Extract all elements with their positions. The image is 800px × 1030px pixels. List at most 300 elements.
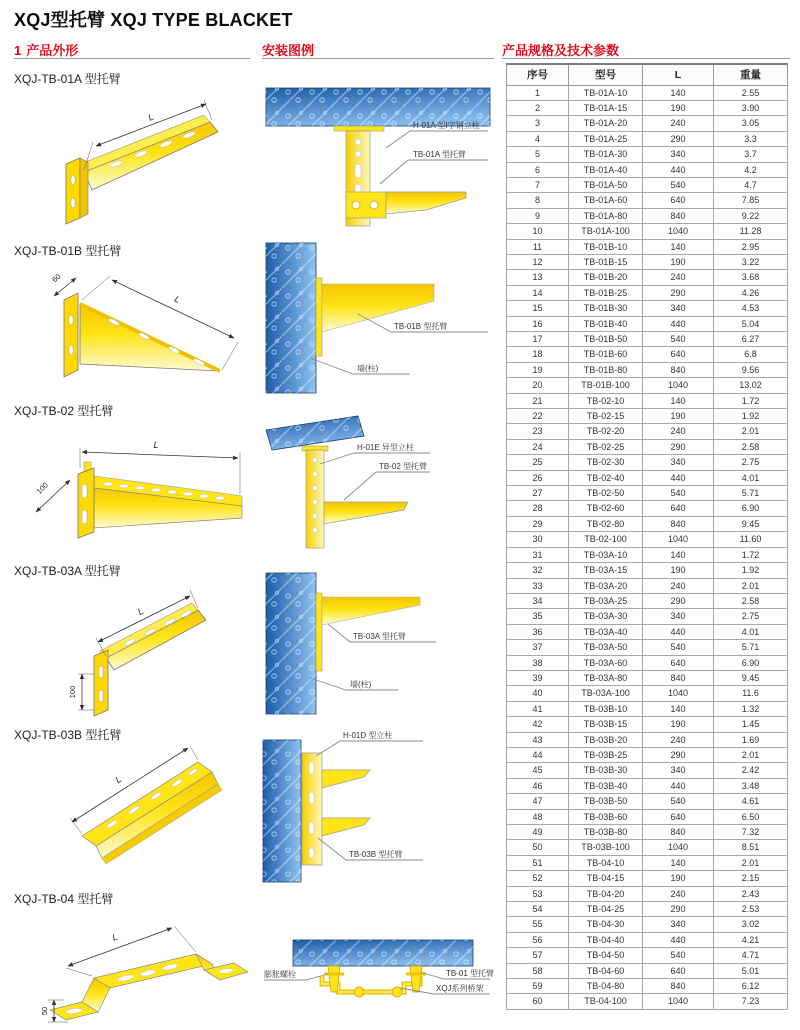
cell-weight: 3.22 [714,254,788,269]
cell-weight: 5.71 [714,640,788,655]
table-row [507,686,788,701]
cell-length: 340 [643,609,714,624]
cell-model: TB-01B-25 [569,285,643,300]
cell-weight: 6.27 [714,332,788,347]
divider [262,58,494,59]
cell-length: 290 [643,131,714,146]
cell-index: 26 [507,470,569,485]
callout-label: 墙(柱) [357,364,379,373]
cell-index: 12 [507,254,569,269]
cell-weight: 3.3 [714,131,788,146]
table-row [507,516,788,531]
cell-length: 340 [643,917,714,932]
cell-weight: 4.7 [714,177,788,192]
table-row [507,609,788,624]
dim-label: 50 [40,1006,49,1016]
cell-index: 38 [507,655,569,670]
install-diagram-tb02 [258,412,496,554]
cell-weight: 5.04 [714,316,788,331]
cell-model: TB-01A-100 [569,224,643,239]
cell-weight: 3.7 [714,147,788,162]
cell-index: 10 [507,224,569,239]
cell-index: 17 [507,332,569,347]
cell-weight: 1.72 [714,393,788,408]
col-header-length: L [643,64,714,85]
cell-model: TB-01B-20 [569,270,643,285]
cell-weight: 6.90 [714,501,788,516]
table-row [507,208,788,223]
cell-model: TB-03A-15 [569,563,643,578]
cell-length: 440 [643,470,714,485]
cell-index: 34 [507,593,569,608]
callout-label: 膨胀螺栓 [264,970,296,979]
cell-weight: 1.32 [714,701,788,716]
cell-weight: 13.02 [714,378,788,393]
cell-weight: 7.23 [714,994,788,1009]
cell-weight: 9.45 [714,516,788,531]
cell-length: 540 [643,177,714,192]
dim-label: 60 [50,271,63,285]
spec-table-body [507,85,788,1009]
cell-length: 190 [643,409,714,424]
cell-weight: 2.15 [714,871,788,886]
dim-label: L [153,440,159,450]
cell-model: TB-01B-80 [569,362,643,377]
cell-model: TB-01B-100 [569,378,643,393]
install-diagram-tb04 [258,922,496,1028]
cell-model: TB-01A-40 [569,162,643,177]
cell-weight: 1.92 [714,563,788,578]
cell-model: TB-03A-30 [569,609,643,624]
dim-label: 100 [68,685,77,699]
cell-index: 51 [507,855,569,870]
cell-weight: 11.60 [714,532,788,547]
cell-model: TB-01B-40 [569,316,643,331]
cell-index: 60 [507,994,569,1009]
cell-weight: 2.01 [714,424,788,439]
cell-weight: 2.01 [714,578,788,593]
cell-weight: 11.6 [714,686,788,701]
cell-model: TB-03B-30 [569,763,643,778]
cell-index: 59 [507,979,569,994]
callout-label: H-01E 异型立柱 [357,443,414,452]
cell-index: 57 [507,948,569,963]
cell-model: TB-03A-100 [569,686,643,701]
page-title: XQJ型托臂 XQJ TYPE BLACKET [14,10,293,30]
cell-index: 43 [507,732,569,747]
cell-index: 52 [507,871,569,886]
cell-index: 44 [507,747,569,762]
cell-index: 56 [507,932,569,947]
table-row [507,547,788,562]
cell-model: TB-03A-10 [569,547,643,562]
cell-model: TB-03B-80 [569,825,643,840]
cell-length: 1040 [643,994,714,1009]
table-row [507,578,788,593]
cell-length: 340 [643,763,714,778]
cell-model: TB-01B-15 [569,254,643,269]
cell-length: 240 [643,732,714,747]
cell-weight: 2.75 [714,609,788,624]
table-row [507,177,788,192]
table-row [507,131,788,146]
cell-weight: 6.90 [714,655,788,670]
cell-model: TB-03B-10 [569,701,643,716]
cell-length: 640 [643,193,714,208]
dim-label: L [113,773,124,786]
cell-index: 3 [507,116,569,131]
cell-index: 1 [507,85,569,100]
cell-length: 290 [643,902,714,917]
cell-model: TB-03A-25 [569,593,643,608]
install-diagram-tb01a [258,84,496,234]
cell-model: TB-04-10 [569,855,643,870]
callout-label: H-01D 型立柱 [343,731,393,740]
cell-length: 840 [643,825,714,840]
table-row [507,902,788,917]
cell-length: 240 [643,116,714,131]
cell-model: TB-03B-50 [569,794,643,809]
dim-label: L [136,605,146,617]
cell-model: TB-04-60 [569,963,643,978]
table-row [507,362,788,377]
table-row [507,840,788,855]
cell-model: TB-04-20 [569,886,643,901]
table-row [507,270,788,285]
cell-index: 32 [507,563,569,578]
cell-length: 840 [643,516,714,531]
cell-index: 11 [507,239,569,254]
table-row [507,100,788,115]
cell-model: TB-01A-50 [569,177,643,192]
cell-length: 440 [643,624,714,639]
drawing-tb02 [14,418,250,558]
cell-index: 58 [507,963,569,978]
cell-index: 7 [507,177,569,192]
cell-length: 840 [643,979,714,994]
table-row [507,871,788,886]
callout-label: TB-01A 型托臂 [413,150,466,159]
drawing-tb04 [14,904,250,1030]
cell-weight: 4.61 [714,794,788,809]
drawing-tb01b [14,258,250,404]
cell-index: 55 [507,917,569,932]
cell-index: 36 [507,624,569,639]
dim-label: L [146,111,156,123]
drawing-tb03b [14,742,250,882]
cell-model: TB-02-80 [569,516,643,531]
cell-index: 27 [507,486,569,501]
cell-length: 240 [643,886,714,901]
cell-weight: 2.55 [714,85,788,100]
cell-length: 640 [643,963,714,978]
table-row [507,640,788,655]
cell-weight: 7.85 [714,193,788,208]
cell-model: TB-04-30 [569,917,643,932]
table-row [507,809,788,824]
table-row [507,193,788,208]
col-header-model: 型号 [569,64,643,85]
cell-model: TB-02-25 [569,439,643,454]
table-row [507,670,788,685]
section-heading-specs [502,40,619,59]
cell-index: 16 [507,316,569,331]
cell-index: 28 [507,501,569,516]
cell-model: TB-04-80 [569,979,643,994]
table-row [507,470,788,485]
cell-model: TB-01A-10 [569,85,643,100]
cell-length: 240 [643,424,714,439]
table-row [507,563,788,578]
install-diagram-tb03a [258,564,496,716]
cell-index: 49 [507,825,569,840]
cell-length: 240 [643,270,714,285]
cell-model: TB-03A-80 [569,670,643,685]
cell-length: 840 [643,208,714,223]
cell-weight: 8.51 [714,840,788,855]
cell-weight: 6.50 [714,809,788,824]
dim-label: 100 [34,480,50,496]
cell-weight: 3.05 [714,116,788,131]
cell-length: 640 [643,655,714,670]
cell-length: 440 [643,316,714,331]
table-row [507,332,788,347]
table-row [507,593,788,608]
cell-index: 53 [507,886,569,901]
callout-label: TB-01B 型托臂 [394,322,448,331]
cell-weight: 1.45 [714,717,788,732]
cell-index: 15 [507,301,569,316]
callout-label: 墙(柱) [350,680,372,689]
cell-model: TB-03B-60 [569,809,643,824]
cell-model: TB-02-50 [569,486,643,501]
cell-model: TB-04-50 [569,948,643,963]
callout-label: XQJ系列桥架 [436,984,484,993]
table-row [507,855,788,870]
cell-model: TB-01B-10 [569,239,643,254]
cell-weight: 4.2 [714,162,788,177]
cell-length: 1040 [643,686,714,701]
cell-model: TB-02-40 [569,470,643,485]
cell-weight: 1.72 [714,547,788,562]
cell-length: 340 [643,147,714,162]
cell-index: 33 [507,578,569,593]
cell-weight: 5.71 [714,486,788,501]
cell-model: TB-01A-30 [569,147,643,162]
table-row [507,948,788,963]
cell-index: 41 [507,701,569,716]
table-row [507,979,788,994]
table-row [507,301,788,316]
cell-index: 9 [507,208,569,223]
table-row [507,732,788,747]
cell-model: TB-02-60 [569,501,643,516]
cell-index: 5 [507,147,569,162]
cell-index: 45 [507,763,569,778]
table-row [507,778,788,793]
cell-index: 18 [507,347,569,362]
table-row [507,162,788,177]
section-heading-text: 产品规格及技术参数 [502,43,620,58]
cell-length: 640 [643,501,714,516]
cell-index: 46 [507,778,569,793]
table-row [507,316,788,331]
cell-weight: 6.12 [714,979,788,994]
product-label-tb04: XQJ-TB-04 型托臂 [14,892,114,906]
divider [502,58,790,59]
cell-weight: 1.92 [714,409,788,424]
table-row [507,285,788,300]
product-label-tb02: XQJ-TB-02 型托臂 [14,404,114,418]
cell-length: 290 [643,285,714,300]
cell-model: TB-04-40 [569,932,643,947]
section-heading-appearance [14,40,78,59]
cell-weight: 9.45 [714,670,788,685]
cell-length: 840 [643,670,714,685]
cell-index: 13 [507,270,569,285]
callout-label: H-01A 型I字钢立柱 [413,121,480,130]
cell-length: 540 [643,948,714,963]
cell-model: TB-02-15 [569,409,643,424]
cell-index: 54 [507,902,569,917]
cell-model: TB-01A-20 [569,116,643,131]
cell-model: TB-03B-40 [569,778,643,793]
cell-model: TB-01A-80 [569,208,643,223]
cell-length: 440 [643,162,714,177]
table-row [507,439,788,454]
table-row [507,886,788,901]
cell-index: 50 [507,840,569,855]
product-label-tb01a: XQJ-TB-01A 型托臂 [14,72,121,86]
cell-length: 1040 [643,532,714,547]
cell-index: 39 [507,670,569,685]
table-row [507,455,788,470]
cell-model: TB-02-20 [569,424,643,439]
cell-length: 440 [643,932,714,947]
cell-index: 4 [507,131,569,146]
install-diagram-tb01b [258,240,496,398]
cell-weight: 2.53 [714,902,788,917]
cell-length: 140 [643,701,714,716]
cell-model: TB-03A-40 [569,624,643,639]
table-row [507,116,788,131]
cell-length: 140 [643,239,714,254]
product-label-tb03b: XQJ-TB-03B 型托臂 [14,728,122,742]
section-heading-installation [262,40,314,59]
divider [14,58,250,59]
col-header-weight: 重量 [714,64,788,85]
table-row [507,85,788,100]
table-row [507,701,788,716]
callout-label: TB-01 型托臂 [446,969,495,978]
cell-weight: 7.32 [714,825,788,840]
cell-index: 20 [507,378,569,393]
cell-length: 1040 [643,378,714,393]
cell-weight: 3.48 [714,778,788,793]
cell-model: TB-03B-20 [569,732,643,747]
cell-weight: 5.01 [714,963,788,978]
install-diagram-tb03b [258,722,496,888]
cell-length: 540 [643,640,714,655]
cell-weight: 4.53 [714,301,788,316]
cell-index: 48 [507,809,569,824]
table-row [507,655,788,670]
table-row [507,501,788,516]
cell-weight: 11.28 [714,224,788,239]
table-row [507,224,788,239]
cell-model: TB-01A-25 [569,131,643,146]
cell-index: 2 [507,100,569,115]
cell-index: 24 [507,439,569,454]
cell-length: 140 [643,547,714,562]
cell-model: TB-03A-50 [569,640,643,655]
table-row [507,409,788,424]
cell-model: TB-03A-20 [569,578,643,593]
cell-index: 25 [507,455,569,470]
cell-weight: 2.75 [714,455,788,470]
table-row [507,932,788,947]
cell-index: 29 [507,516,569,531]
cell-index: 22 [507,409,569,424]
col-header-index: 序号 [507,64,569,85]
cell-index: 21 [507,393,569,408]
cell-length: 140 [643,393,714,408]
cell-model: TB-04-100 [569,994,643,1009]
cell-model: TB-03B-100 [569,840,643,855]
cell-length: 540 [643,332,714,347]
cell-index: 40 [507,686,569,701]
cell-weight: 2.58 [714,593,788,608]
table-row [507,147,788,162]
cell-model: TB-02-100 [569,532,643,547]
cell-weight: 4.21 [714,932,788,947]
table-row [507,624,788,639]
cell-weight: 4.26 [714,285,788,300]
cell-length: 140 [643,85,714,100]
cell-model: TB-01B-30 [569,301,643,316]
table-row [507,763,788,778]
cell-index: 31 [507,547,569,562]
table-row [507,393,788,408]
cell-weight: 4.71 [714,948,788,963]
dim-label: L [110,931,120,943]
callout-label: TB-03A 型托臂 [353,632,406,641]
cell-model: TB-01A-60 [569,193,643,208]
cell-length: 290 [643,439,714,454]
product-label-tb03a: XQJ-TB-03A 型托臂 [14,564,121,578]
drawing-tb01a [14,88,250,236]
cell-weight: 2.01 [714,855,788,870]
product-label-tb01b: XQJ-TB-01B 型托臂 [14,244,122,258]
table-row [507,239,788,254]
cell-length: 190 [643,563,714,578]
callout-label: TB-03B 型托臂 [349,850,403,859]
cell-model: TB-01B-60 [569,347,643,362]
table-row [507,424,788,439]
cell-length: 190 [643,100,714,115]
cell-length: 640 [643,809,714,824]
spec-table-header-row [507,64,788,85]
cell-model: TB-04-25 [569,902,643,917]
cell-model: TB-01B-50 [569,332,643,347]
table-row [507,254,788,269]
table-row [507,347,788,362]
cell-weight: 3.68 [714,270,788,285]
cell-index: 14 [507,285,569,300]
cell-weight: 2.95 [714,239,788,254]
cell-length: 340 [643,455,714,470]
table-row [507,532,788,547]
